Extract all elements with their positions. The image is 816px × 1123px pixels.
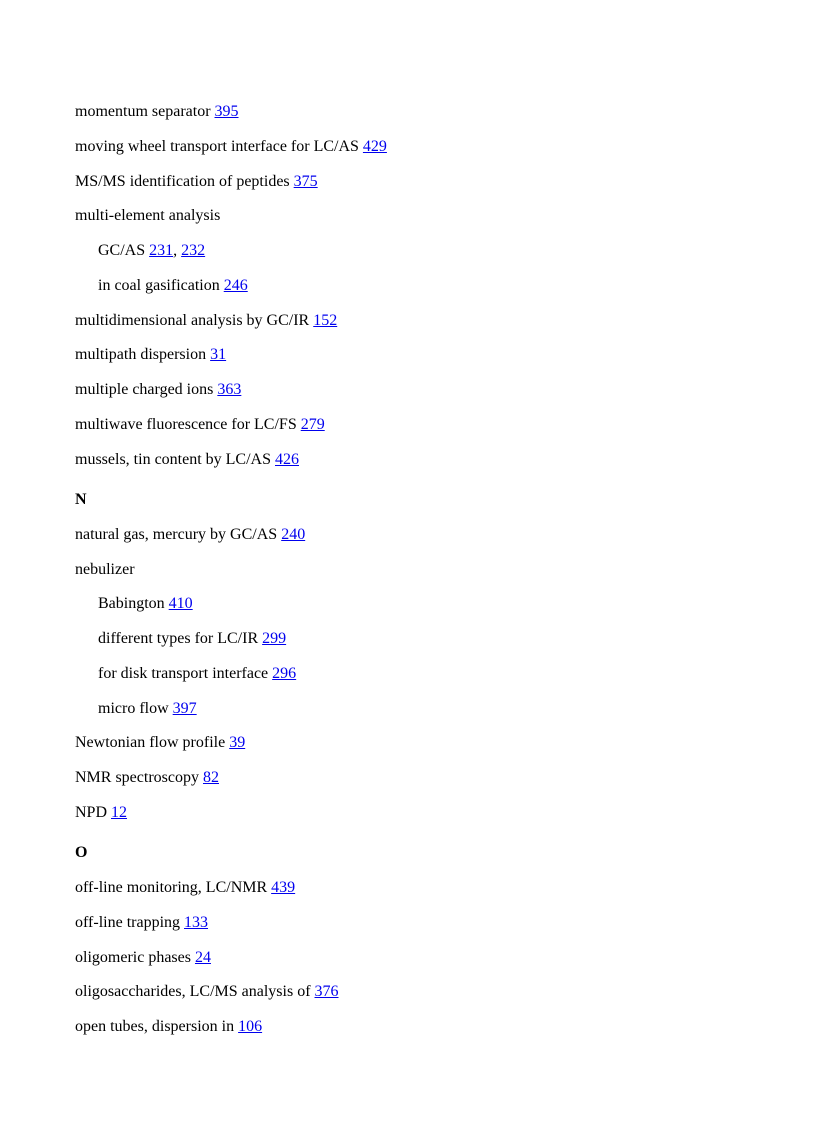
index-entry [75, 415, 325, 435]
index-entry [75, 525, 305, 545]
index-subentry [98, 629, 286, 649]
entry-text: oligomeric phases [75, 949, 195, 966]
index-entry [75, 102, 239, 122]
entry-text: oligosaccharides, LC/MS analysis of [75, 983, 315, 1000]
index-subentry [98, 276, 248, 296]
index-subentry [98, 699, 197, 719]
entry-text: micro flow [98, 700, 173, 717]
page-link[interactable]: 246 [223, 277, 248, 294]
page-link[interactable]: 24 [194, 949, 211, 966]
entry-text: natural gas, mercury by GC/AS [75, 526, 282, 543]
entry-text: in coal gasification [98, 277, 224, 294]
index-entry [75, 345, 226, 365]
index-entry [75, 913, 208, 933]
index-entry [75, 878, 295, 898]
index-entry [75, 206, 220, 226]
page-link[interactable]: 152 [313, 312, 338, 329]
entry-text: for disk transport interface [98, 665, 273, 682]
entry-text: off-line trapping [75, 914, 185, 931]
index-letter-heading [75, 843, 87, 863]
page-link[interactable]: 279 [300, 416, 325, 433]
page-link[interactable]: 82 [202, 769, 219, 786]
index-subentry [98, 594, 193, 614]
index-entry [75, 733, 245, 753]
page-link[interactable]: 395 [214, 103, 239, 120]
index-entry [75, 137, 387, 157]
page-link[interactable]: 232 [181, 242, 206, 259]
index-entry [75, 768, 219, 788]
entry-text: multiwave fluorescence for LC/FS [75, 416, 301, 433]
index-entry [75, 803, 127, 823]
entry-text: NPD [75, 804, 112, 821]
index-letter-heading [75, 490, 87, 510]
index-entry [75, 311, 337, 331]
page-link[interactable]: 231 [149, 242, 174, 259]
index-entry [75, 172, 318, 192]
index-entry [75, 1017, 262, 1037]
page-link[interactable]: 39 [229, 734, 246, 751]
page-link[interactable]: 375 [293, 173, 318, 190]
letter-text: N [75, 491, 87, 508]
page-link[interactable]: 106 [238, 1018, 263, 1035]
index-entry [75, 380, 241, 400]
page-link[interactable]: 439 [271, 879, 296, 896]
entry-text: different types for LC/IR [98, 630, 263, 647]
entry-text: multipath dispersion [75, 346, 211, 363]
page-link[interactable]: 410 [168, 595, 193, 612]
index-entry [75, 450, 299, 470]
entry-text: NMR spectroscopy [75, 769, 203, 786]
entry-text: off-line monitoring, LC/NMR [75, 879, 272, 896]
entry-text: moving wheel transport interface for LC/AS [75, 138, 363, 155]
entry-text: nebulizer [75, 561, 135, 578]
entry-text: multiple charged ions [75, 381, 218, 398]
page-link[interactable]: 426 [275, 451, 299, 468]
entry-text: MS/MS identification of peptides [75, 173, 294, 190]
entry-text: Newtonian flow profile [75, 734, 230, 751]
index-subentry [98, 664, 296, 684]
letter-text: O [75, 844, 88, 861]
page-link[interactable]: 133 [184, 914, 209, 931]
entry-text: multi-element analysis [75, 207, 221, 224]
page-link[interactable]: 31 [210, 346, 227, 363]
page-link[interactable]: 397 [172, 700, 197, 717]
link-separator: , [173, 242, 182, 259]
page-link[interactable]: 12 [111, 804, 128, 821]
page-link[interactable]: 240 [281, 526, 306, 543]
page-link[interactable]: 363 [217, 381, 242, 398]
entry-text: mussels, tin content by LC/AS [75, 451, 275, 468]
entry-text: momentum separator [75, 103, 215, 120]
page-link[interactable]: 429 [362, 138, 387, 155]
index-subentry [98, 241, 205, 261]
page-link[interactable]: 296 [272, 665, 297, 682]
entry-text: Babington [98, 595, 169, 612]
entry-text: multidimensional analysis by GC/IR [75, 312, 314, 329]
page-link[interactable]: 376 [314, 983, 339, 1000]
index-entry [75, 982, 339, 1002]
entry-text: GC/AS [98, 242, 150, 259]
entry-text: open tubes, dispersion in [75, 1018, 239, 1035]
page-link[interactable]: 299 [262, 630, 287, 647]
index-entry [75, 560, 135, 580]
index-entry [75, 948, 211, 968]
